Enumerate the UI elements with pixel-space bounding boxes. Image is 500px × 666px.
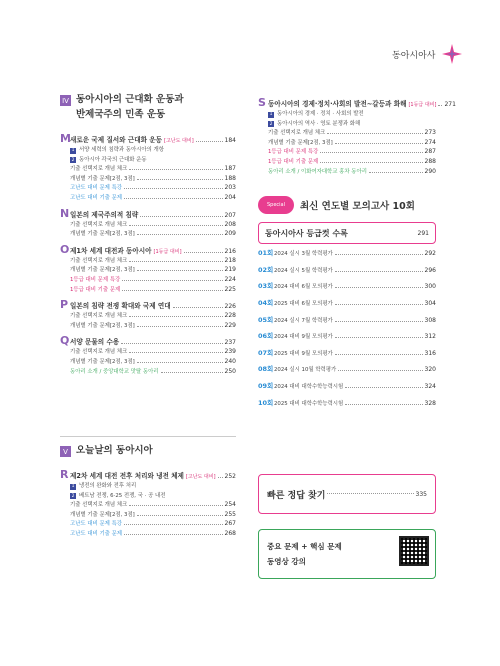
page-number: 207 bbox=[224, 211, 236, 219]
leader-dots bbox=[129, 225, 222, 226]
toc-row[interactable] bbox=[70, 500, 236, 510]
exam-number: 03회 bbox=[258, 282, 274, 291]
grade-cut-page: 291 bbox=[417, 229, 429, 237]
toc-row[interactable] bbox=[70, 357, 236, 367]
toc-row[interactable] bbox=[268, 119, 436, 129]
row-label: 개념별 기출 문제[2점, 3점] bbox=[70, 267, 135, 274]
exam-title: 2024 실시 3월 학력평가 bbox=[274, 251, 333, 258]
row-label: 냉전의 완화와 전후 처리 bbox=[79, 483, 137, 490]
exam-title: 2024 대비 6월 모의평가 bbox=[274, 284, 333, 291]
chapter-letter: Q bbox=[60, 334, 70, 348]
section-header: 동아시아사 bbox=[392, 51, 436, 61]
page-number: 203 bbox=[224, 184, 236, 192]
leader-dots bbox=[335, 304, 423, 305]
chapter-letter: S bbox=[258, 96, 266, 109]
page-number: 226 bbox=[224, 303, 236, 311]
row-label: 고난도 대비 문제 특강 bbox=[70, 185, 123, 192]
leader-dots bbox=[137, 234, 223, 235]
chapter-tag: [1등급 대비] bbox=[153, 248, 182, 255]
chapter-heading[interactable] bbox=[60, 468, 236, 481]
page-number: 300 bbox=[424, 283, 436, 291]
part-4-heading bbox=[60, 92, 236, 122]
video-line2: 동영상 강의 bbox=[267, 557, 306, 566]
row-label: 기출 선택지로 개념 체크 bbox=[70, 502, 128, 509]
toc-row[interactable] bbox=[70, 275, 236, 285]
toc-row[interactable] bbox=[268, 109, 436, 119]
chapter-title: 제1차 세계 대전과 동아시아 bbox=[70, 246, 152, 255]
chapter-title: 일본의 제국주의적 침략 bbox=[70, 210, 139, 219]
chapter-heading[interactable] bbox=[258, 96, 456, 109]
toc-row[interactable] bbox=[70, 256, 236, 266]
exam-title: 2025 대비 6월 모의평가 bbox=[274, 300, 333, 307]
leader-dots bbox=[335, 271, 423, 272]
quick-answer-title: 빠른 정답 찾기 bbox=[267, 490, 326, 501]
toc-row[interactable] bbox=[70, 285, 236, 295]
page-number: 250 bbox=[224, 367, 236, 375]
row-label: 기출 선택지로 개념 체크 bbox=[70, 313, 128, 320]
chapter-s bbox=[258, 96, 456, 176]
leader-dots bbox=[173, 307, 223, 308]
chapter-letter: R bbox=[60, 468, 69, 482]
toc-row[interactable] bbox=[70, 174, 236, 184]
chapter-tag: [고난도 대비] bbox=[164, 138, 194, 144]
chapter-title: 일본의 침략 전쟁 확대와 국제 연대 bbox=[70, 302, 171, 311]
page-number: 208 bbox=[224, 220, 236, 228]
page-number: 187 bbox=[224, 165, 236, 173]
quick-answer-page: 335 bbox=[415, 490, 427, 498]
row-label: 서양 세력의 침략과 동아시아의 개항 bbox=[79, 147, 164, 153]
mock-exam-row[interactable] bbox=[258, 298, 436, 315]
toc-row[interactable] bbox=[268, 147, 436, 157]
row-label: 고난도 대비 기출 문제 bbox=[70, 194, 123, 201]
exam-title: 2024 대비 대학수학능력시험 bbox=[274, 383, 344, 390]
exam-title: 2025 대비 대학수학능력시험 bbox=[274, 400, 344, 407]
leader-dots bbox=[122, 280, 222, 281]
row-label: 동아시아의 역사 · 영토 분쟁과 화해 bbox=[277, 120, 361, 127]
leader-dots bbox=[137, 179, 223, 180]
leader-dots bbox=[335, 143, 423, 144]
leader-dots bbox=[369, 172, 423, 173]
page-number: 254 bbox=[224, 501, 236, 509]
toc-row[interactable] bbox=[70, 519, 236, 529]
mock-exam-row[interactable] bbox=[258, 248, 436, 265]
page-number: 239 bbox=[224, 348, 236, 356]
leader-dots bbox=[121, 343, 222, 344]
page-number: 316 bbox=[424, 349, 436, 357]
chapter-heading[interactable] bbox=[60, 298, 236, 311]
chapter-title: 동아시아의 경제·정치·사회의 발전~갈등과 화해 bbox=[268, 100, 407, 108]
leader-dots bbox=[161, 372, 223, 373]
chapter-title: 서양 문물의 수용 bbox=[70, 338, 120, 347]
leader-dots bbox=[140, 216, 222, 217]
toc-row[interactable] bbox=[70, 145, 236, 155]
toc-row[interactable] bbox=[70, 229, 236, 239]
exam-number: 07회 bbox=[258, 348, 274, 357]
part-5-chapters bbox=[60, 468, 236, 539]
page-number: 267 bbox=[224, 520, 236, 528]
row-label: 고난도 대비 기출 문제 bbox=[70, 531, 123, 538]
special-badge: Special bbox=[258, 196, 294, 214]
divider bbox=[60, 436, 236, 437]
exam-number: 02회 bbox=[258, 265, 274, 274]
leader-dots bbox=[345, 387, 422, 388]
exam-number: 01회 bbox=[258, 249, 274, 258]
item-number: 2 bbox=[269, 121, 273, 127]
row-label: 개념별 기출 문제[2점, 3점] bbox=[70, 358, 135, 365]
row-label: 1등급 대비 문제 특강 bbox=[268, 149, 319, 156]
page-number: 288 bbox=[424, 157, 436, 165]
page-number: 237 bbox=[224, 339, 236, 347]
page-number: 219 bbox=[224, 266, 236, 274]
mock-exam-row[interactable] bbox=[258, 315, 436, 332]
toc-row[interactable] bbox=[70, 510, 236, 520]
row-label: 기출 선택지로 개념 체크 bbox=[70, 221, 128, 228]
qr-code-icon[interactable] bbox=[399, 536, 429, 566]
page-number: 252 bbox=[224, 473, 236, 481]
video-line1: 중요 문제 + 핵심 문제 bbox=[267, 542, 342, 551]
leader-dots bbox=[137, 515, 223, 516]
page-number: 287 bbox=[424, 148, 436, 156]
item-number: 1 bbox=[71, 148, 75, 153]
row-label: 1등급 대비 기출 문제 bbox=[268, 158, 319, 165]
mock-exam-title: 최신 연도별 모의고사 10회 bbox=[300, 201, 415, 213]
mock-exam-row[interactable] bbox=[258, 381, 436, 398]
page-number: 274 bbox=[424, 138, 436, 146]
page-number: 290 bbox=[424, 167, 436, 175]
leader-dots bbox=[124, 534, 223, 535]
grade-cut-title: 동아시아사 등급컷 수록 bbox=[265, 228, 348, 238]
exam-title: 2024 실시 7월 학력평가 bbox=[274, 317, 333, 324]
chapter-letter: N bbox=[60, 206, 70, 220]
page-number: 324 bbox=[424, 382, 436, 390]
page-number: 292 bbox=[424, 250, 436, 258]
page-number: 308 bbox=[424, 316, 436, 324]
chapter-heading[interactable] bbox=[60, 334, 236, 347]
toc-row[interactable] bbox=[268, 167, 436, 177]
leader-dots bbox=[320, 162, 422, 163]
quick-answer-box[interactable] bbox=[258, 474, 436, 514]
page-number: 268 bbox=[224, 530, 236, 538]
toc-row[interactable] bbox=[70, 183, 236, 193]
row-label: 동아시아 각국의 근대화 운동 bbox=[79, 156, 147, 163]
page-number: 273 bbox=[424, 129, 436, 137]
page-number: 225 bbox=[224, 285, 236, 293]
left-column bbox=[60, 92, 236, 539]
chapter-tag: [고난도 대비] bbox=[185, 474, 216, 481]
page-number: 204 bbox=[224, 193, 236, 201]
row-label: 개념별 기출 문제[2점, 3점] bbox=[268, 139, 333, 146]
part-title: 오늘날의 동아시아 bbox=[76, 445, 153, 457]
page-number: 296 bbox=[424, 266, 436, 274]
chapter-letter: M bbox=[60, 132, 71, 145]
exam-title: 2025 대비 9월 모의평가 bbox=[274, 350, 333, 357]
mock-exam-row[interactable] bbox=[258, 281, 436, 298]
row-label: 개념별 기출 문제[2점, 3점] bbox=[70, 231, 135, 238]
item-number: 1 bbox=[71, 484, 75, 490]
row-label: 베트남 전쟁, 6·25 전쟁, 국 · 공 내전 bbox=[79, 492, 166, 499]
page-number: 255 bbox=[224, 510, 236, 518]
mock-exam-row[interactable] bbox=[258, 331, 436, 348]
chapter-letter: O bbox=[60, 242, 70, 256]
item-number: 2 bbox=[71, 157, 75, 163]
leader-dots bbox=[218, 477, 223, 478]
chapter-tag: [1등급 대비] bbox=[408, 102, 437, 108]
toc-row[interactable] bbox=[268, 157, 436, 167]
row-label: 동아리 소개 / 이화여자대학교 홍차 동아리 bbox=[268, 168, 367, 175]
page-number: 224 bbox=[224, 275, 236, 283]
toc-row[interactable] bbox=[268, 128, 436, 138]
page-number: 218 bbox=[224, 256, 236, 264]
toc-row[interactable] bbox=[70, 155, 236, 165]
leader-dots bbox=[184, 252, 223, 253]
part-number: IV bbox=[60, 95, 71, 106]
exam-title: 2024 실시 5월 학력평가 bbox=[274, 267, 333, 274]
leader-dots bbox=[345, 404, 422, 405]
page-number: 216 bbox=[224, 247, 236, 255]
grade-cut-box[interactable] bbox=[258, 222, 436, 244]
toc-row[interactable] bbox=[70, 491, 236, 501]
part-title-line2: 반제국주의 민족 운동 bbox=[76, 109, 166, 120]
mock-exam-list bbox=[258, 248, 436, 414]
chapter-title: 새로운 국제 질서와 근대화 운동 bbox=[70, 136, 162, 144]
toc-row[interactable] bbox=[70, 193, 236, 203]
page-number: 271 bbox=[444, 101, 456, 108]
page-number: 328 bbox=[424, 399, 436, 407]
leader-dots bbox=[129, 505, 222, 506]
mock-exam-heading bbox=[258, 196, 436, 214]
leader-dots bbox=[137, 362, 223, 363]
page-number: 209 bbox=[224, 230, 236, 238]
leader-dots bbox=[335, 337, 423, 338]
exam-number: 04회 bbox=[258, 298, 274, 307]
leader-dots bbox=[124, 188, 223, 189]
row-label: 동아시아의 경제 · 정치 · 사회의 발전 bbox=[277, 111, 364, 117]
leader-dots bbox=[327, 133, 422, 134]
toc-row[interactable] bbox=[70, 164, 236, 174]
page-number: 228 bbox=[224, 312, 236, 320]
part-4-chapters bbox=[60, 132, 236, 376]
flower-icon bbox=[440, 42, 464, 66]
row-label: 기출 선택지로 개념 체크 bbox=[70, 257, 128, 264]
part-number: V bbox=[60, 446, 71, 457]
row-label: 기출 선택지로 개념 체크 bbox=[268, 130, 326, 137]
page-number: 184 bbox=[224, 137, 236, 144]
leader-dots bbox=[129, 316, 222, 317]
toc-row[interactable] bbox=[268, 138, 436, 148]
mock-exam-row[interactable] bbox=[258, 364, 436, 381]
toc-row[interactable] bbox=[70, 529, 236, 539]
toc-row[interactable] bbox=[70, 321, 236, 331]
page-number: 312 bbox=[424, 333, 436, 341]
toc-row[interactable] bbox=[70, 311, 236, 321]
mock-exam-row[interactable] bbox=[258, 348, 436, 365]
exam-number: 08회 bbox=[258, 365, 274, 374]
leader-dots bbox=[196, 141, 223, 142]
page-number: 320 bbox=[424, 366, 436, 374]
part-title-line1: 동아시아의 근대화 운동과 bbox=[76, 94, 184, 105]
toc-row[interactable] bbox=[70, 265, 236, 275]
exam-title: 2024 실시 10월 학력평가 bbox=[274, 367, 337, 374]
leader-dots bbox=[137, 270, 223, 271]
mock-exam-row[interactable] bbox=[258, 265, 436, 282]
row-label: 개념별 기출 문제[2점, 3점] bbox=[70, 175, 135, 182]
leader-dots bbox=[129, 352, 222, 353]
exam-number: 05회 bbox=[258, 315, 274, 324]
chapter-heading[interactable] bbox=[60, 243, 236, 256]
leader-dots bbox=[335, 321, 423, 322]
exam-number: 09회 bbox=[258, 381, 274, 390]
row-label: 1등급 대비 문제 특강 bbox=[70, 276, 121, 283]
leader-dots bbox=[335, 354, 423, 355]
item-number: 1 bbox=[269, 112, 273, 117]
leader-dots bbox=[129, 169, 222, 170]
exam-number: 06회 bbox=[258, 332, 274, 341]
part-5-heading bbox=[60, 443, 236, 458]
row-label: 고난도 대비 문제 특강 bbox=[70, 521, 123, 528]
toc-row[interactable] bbox=[70, 220, 236, 230]
chapter-heading[interactable] bbox=[60, 207, 236, 220]
row-label: 기출 선택지로 개념 체크 bbox=[70, 166, 128, 173]
leader-dots bbox=[335, 287, 423, 288]
right-column bbox=[258, 92, 456, 414]
row-label: 개념별 기출 문제[2점, 3점] bbox=[70, 322, 135, 329]
row-label: 기출 선택지로 개념 체크 bbox=[70, 349, 128, 356]
page-number: 188 bbox=[224, 174, 236, 182]
page-number: 240 bbox=[224, 357, 236, 365]
row-label: 개념별 기출 문제[2점, 3점] bbox=[70, 511, 135, 518]
leader-dots bbox=[320, 152, 422, 153]
leader-dots bbox=[122, 290, 222, 291]
toc-row[interactable] bbox=[70, 367, 236, 377]
mock-exam-row[interactable] bbox=[258, 398, 436, 415]
video-lecture-box[interactable] bbox=[258, 529, 436, 579]
leader-dots bbox=[137, 326, 223, 327]
leader-dots bbox=[124, 198, 223, 199]
exam-title: 2024 대비 9월 모의평가 bbox=[274, 334, 333, 341]
chapter-letter: P bbox=[60, 298, 69, 312]
row-label: 1등급 대비 기출 문제 bbox=[70, 286, 121, 293]
toc-row[interactable] bbox=[70, 347, 236, 357]
page-number: 304 bbox=[424, 299, 436, 307]
toc-row[interactable] bbox=[70, 481, 236, 491]
chapter-title: 제2차 세계 대전 전후 처리와 냉전 체제 bbox=[70, 472, 184, 481]
leader-dots bbox=[124, 524, 223, 525]
chapter-heading[interactable] bbox=[60, 132, 236, 145]
exam-number: 10회 bbox=[258, 398, 274, 407]
page-number: 229 bbox=[224, 321, 236, 329]
item-number: 2 bbox=[71, 493, 75, 499]
leader-dots bbox=[129, 261, 222, 262]
leader-dots bbox=[335, 254, 423, 255]
leader-dots bbox=[338, 370, 422, 371]
row-label: 동아리 소개 / 중앙대학교 맛탈 동아리 bbox=[70, 368, 159, 375]
leader-dots bbox=[438, 105, 442, 106]
